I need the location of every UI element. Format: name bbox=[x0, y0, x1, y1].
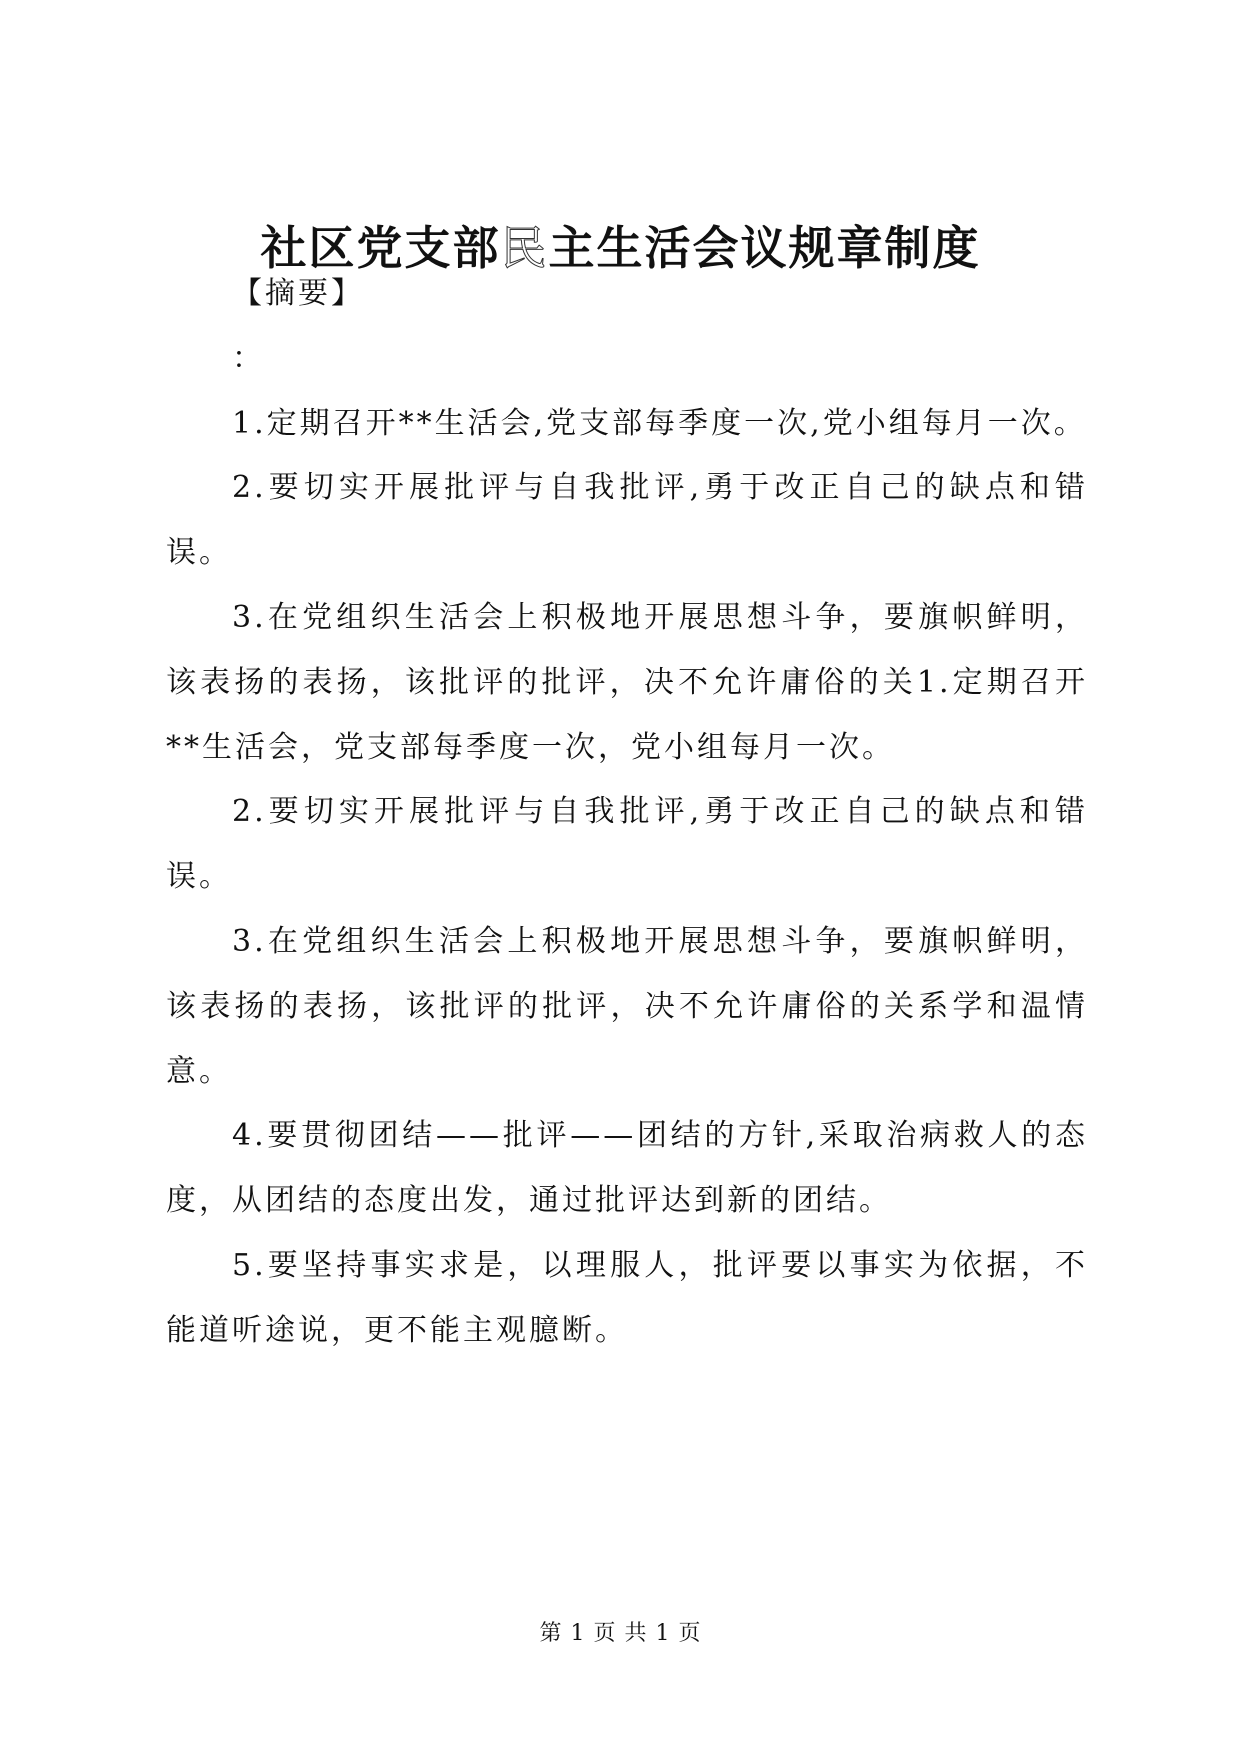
title-text-end: 主生活会议规章制度 bbox=[548, 221, 981, 275]
paragraph-3: 3.在党组织生活会上积极地开展思想斗争，要旗帜鲜明，该表扬的表扬，该批评的批评，决不允许庸俗的关1.定期召开**生活会，党支部每季度一次，党小组每月一次。 bbox=[166, 599, 1088, 765]
paragraph-6: 4.要贯彻团结——批评——团结的方针,采取治病救人的态度，从团结的态度出发，通过批评达到新的团结。 bbox=[166, 1118, 1088, 1219]
title-outlined-character: 民 bbox=[500, 221, 549, 275]
paragraph-1: 1.定期召开**生活会,党支部每季度一次,党小组每月一次。 bbox=[232, 405, 1087, 441]
paragraph-4: 2.要切实开展批评与自我批评,勇于改正自己的缺点和错误。 bbox=[166, 794, 1088, 895]
abstract-colon: ： bbox=[232, 340, 265, 376]
paragraph-2: 2.要切实开展批评与自我批评,勇于改正自己的缺点和错误。 bbox=[166, 470, 1088, 571]
document-body bbox=[166, 262, 1088, 1364]
paragraph-7: 5.要坚持事实求是，以理服人，批评要以事实为依据，不能道听途说，更不能主观臆断。 bbox=[166, 1247, 1088, 1348]
title-text-start: 社区党支部 bbox=[260, 221, 501, 275]
abstract-label: 【摘要】 bbox=[232, 276, 364, 311]
page-footer: 第 1 页 共 1 页 bbox=[539, 1621, 702, 1646]
paragraph-5: 3.在党组织生活会上积极地开展思想斗争，要旗帜鲜明，该表扬的表扬，该批评的批评，决不允许庸俗的关系学和温情意。 bbox=[166, 923, 1088, 1089]
